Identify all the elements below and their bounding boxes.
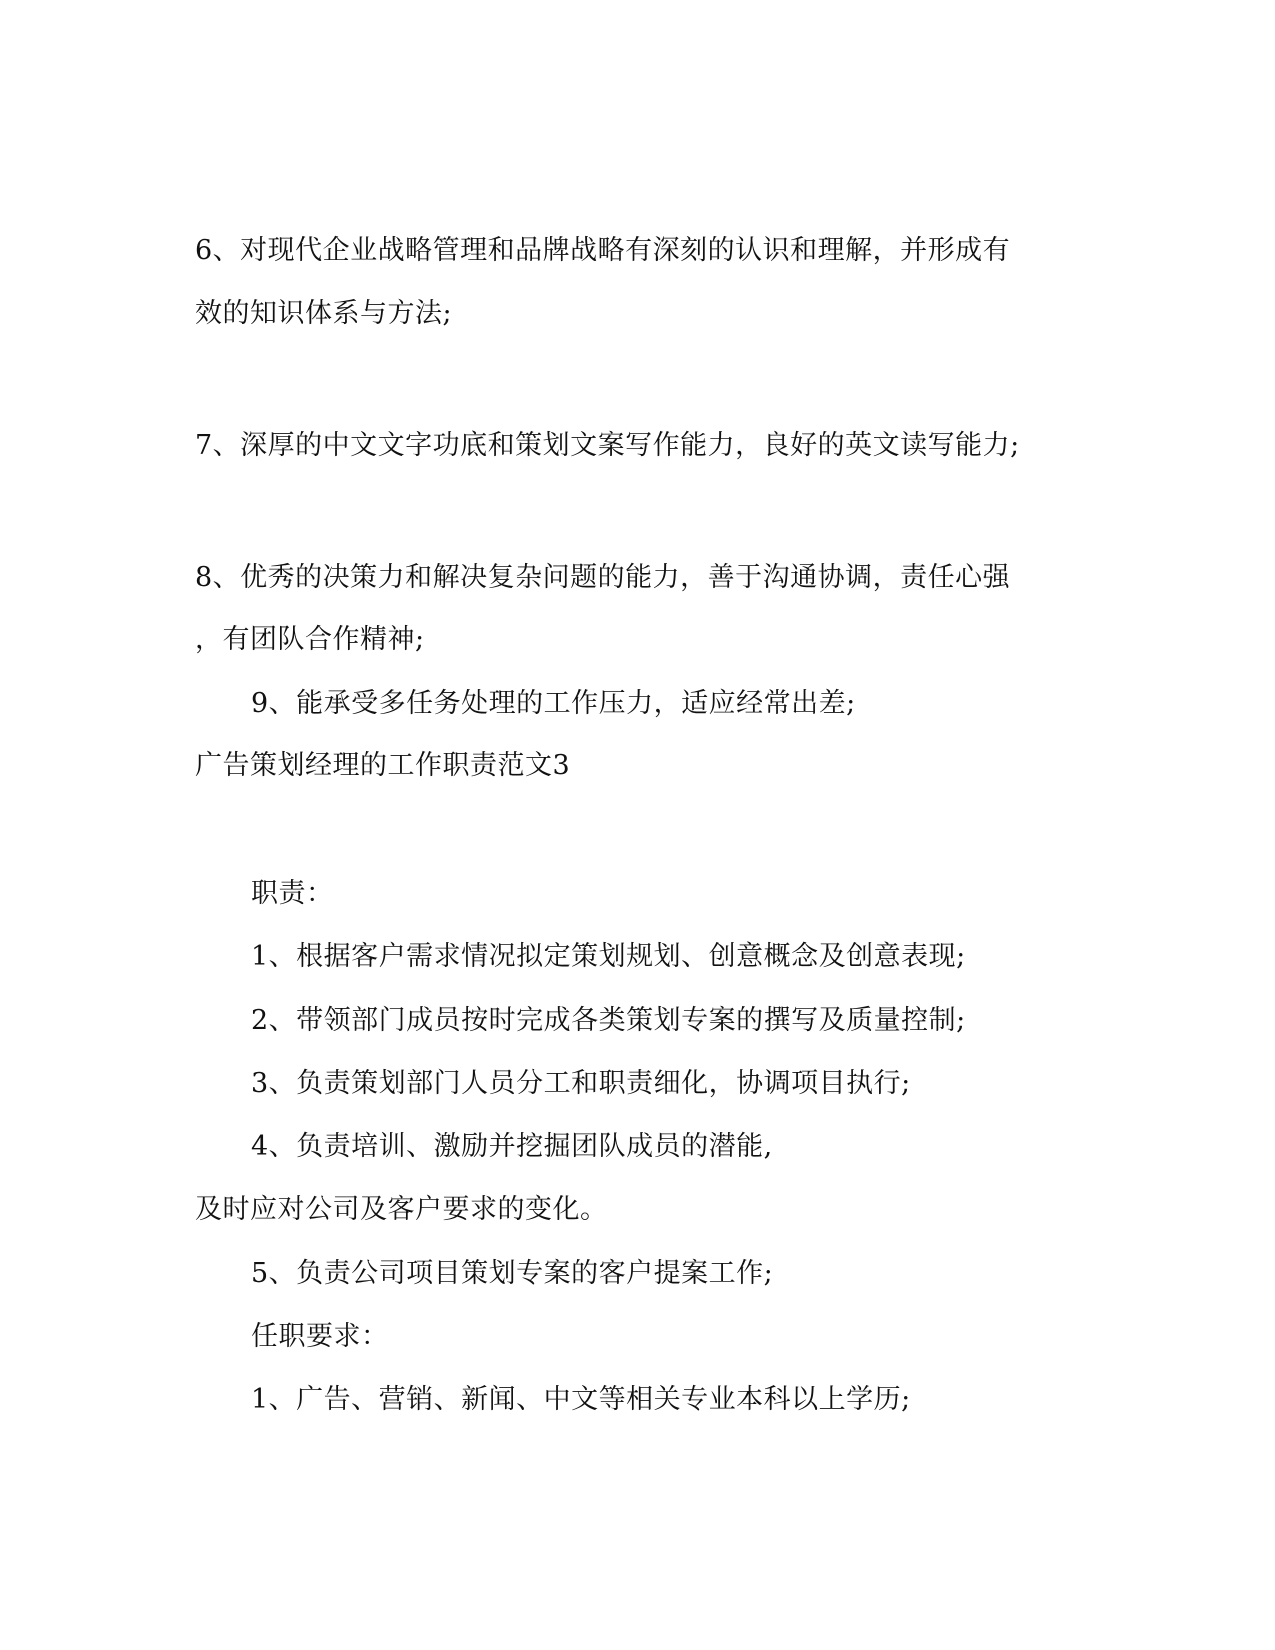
requirement-item-1: 1、广告、营销、新闻、中文等相关专业本科以上学历;: [251, 1384, 911, 1415]
text-line-item-7: 7、深厚的中文文字功底和策划文案写作能力，良好的英文读写能力;: [195, 430, 1020, 461]
duty-item-2: 2、带领部门成员按时完成各类策划专案的撰写及质量控制;: [251, 1005, 966, 1036]
duty-item-4: 4、负责培训、激励并挖掘团队成员的潜能,: [251, 1131, 773, 1162]
duties-heading: 职责：: [251, 878, 334, 909]
text-line-item-6-cont: 效的知识体系与方法;: [195, 298, 453, 329]
duty-item-3: 3、负责策划部门人员分工和职责细化，协调项目执行;: [251, 1068, 911, 1099]
duty-item-1: 1、根据客户需求情况拟定策划规划、创意概念及创意表现;: [251, 941, 966, 972]
duty-item-4-cont: 及时应对公司及客户要求的变化。: [195, 1194, 608, 1225]
text-line-item-8: 8、优秀的决策力和解决复杂问题的能力，善于沟通协调，责任心强: [195, 562, 1011, 593]
text-line-item-8-cont: ，有团队合作精神;: [195, 624, 425, 655]
duty-item-5: 5、负责公司项目策划专案的客户提案工作;: [251, 1258, 774, 1289]
requirements-heading: 任职要求：: [251, 1321, 389, 1352]
text-line-item-6: 6、对现代企业战略管理和品牌战略有深刻的认识和理解，并形成有: [195, 235, 1011, 266]
text-line-item-9: 9、能承受多任务处理的工作压力，适应经常出差;: [251, 688, 856, 719]
section-heading: 广告策划经理的工作职责范文3: [195, 750, 571, 781]
